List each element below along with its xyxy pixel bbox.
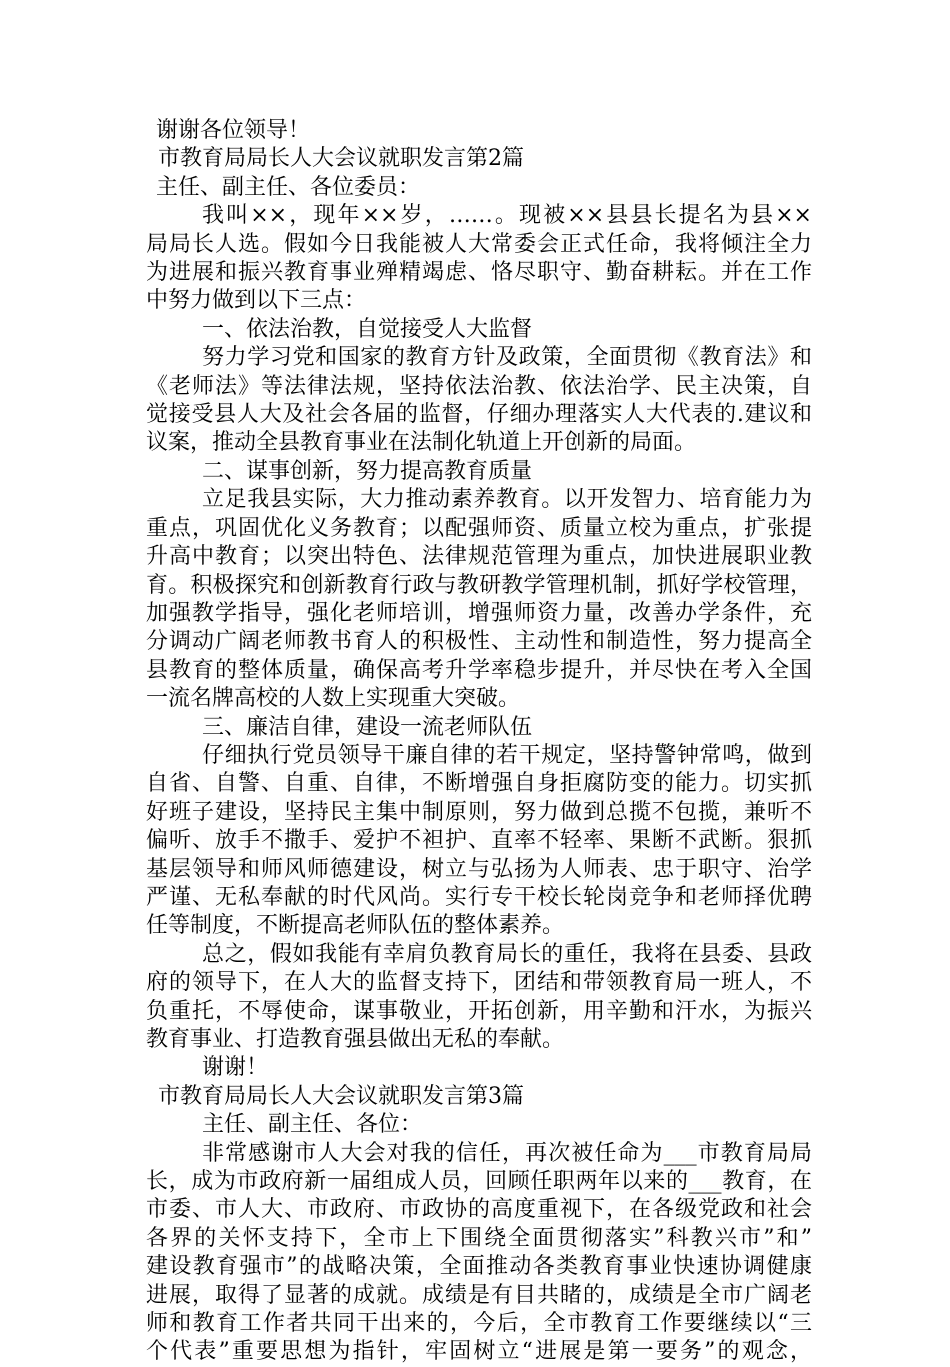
text-line: 府的领导下，在人大的监督支持下，团结和带领教育局一班人，不	[146, 970, 812, 996]
text-line: 偏听、放手不撒手、爱护不袒护、直率不轻率、果断不武断。狠抓	[146, 828, 812, 854]
text-line: 谢谢！	[202, 1055, 269, 1081]
text-line: 严谨、无私奉献的时代风尚。实行专干校长轮岗竞争和老师择优聘	[146, 884, 812, 910]
text-line: 三、廉洁自律，建设一流老师队伍	[202, 714, 533, 740]
text-line: 二、谋事创新，努力提高教育质量	[202, 458, 533, 484]
text-line: 《老师法》等法律法规，坚持依法治教、依法治学、民主决策，自	[146, 373, 812, 399]
text-line: 长，成为市政府新一届组成人员，回顾任职两年以来的___教育，在	[146, 1169, 812, 1195]
text-line: 总之，假如我能有幸肩负教育局长的重任，我将在县委、县政	[202, 941, 812, 967]
text-line: 加强教学指导，强化老师培训，增强师资力量，改善办学条件，充	[146, 600, 812, 626]
text-line: 建设教育强市”的战略决策，全面推动各类教育事业快速协调健康	[146, 1254, 812, 1280]
text-line: 个代表”重要思想为指针，牢固树立“进展是第一要务”的观念，	[146, 1339, 812, 1365]
text-line: 我叫××，现年××岁，……。现被××县县长提名为县××	[202, 203, 812, 229]
text-line: 市委、市人大、市政府、市政协的高度重视下，在各级党政和社会	[146, 1197, 812, 1223]
text-line: 分调动广阔老师教书育人的积极性、主动性和制造性，努力提高全	[146, 629, 812, 655]
text-line: 升高中教育；以突出特色、法律规范管理为重点，加快进展职业教	[146, 544, 812, 570]
text-line: 谢谢各位领导！	[156, 118, 311, 143]
text-line: 重点，巩固优化义务教育；以配强师资、质量立校为重点，扩张提	[146, 515, 812, 541]
text-line: 市教育局局长人大会议就职发言第3篇	[158, 1083, 524, 1109]
text-line: 局局长人选。假如今日我能被人大常委会正式任命，我将倾注全力	[146, 231, 812, 257]
text-line: 非常感谢市人大会对我的信任，再次被任命为___市教育局局	[202, 1140, 812, 1166]
text-line: 师和教育工作者共同干出来的，今后，全市教育工作要继续以“三	[146, 1311, 812, 1337]
text-line: 县教育的整体质量，确保高考升学率稳步提升，并尽快在考入全国	[146, 657, 812, 683]
text-line: 好班子建设，坚持民主集中制原则，努力做到总揽不包揽，兼听不	[146, 799, 812, 825]
text-line: 负重托，不辱使命，谋事敬业，开拓创新，用辛勤和汗水，为振兴	[146, 998, 812, 1024]
text-line: 育。积极探究和创新教育行政与教研教学管理机制，抓好学校管理，	[146, 572, 812, 598]
text-line: 主任、副主任、各位：	[202, 1112, 423, 1138]
text-line: 进展，取得了显著的成就。成绩是有目共睹的，成绩是全市广阔老	[146, 1282, 812, 1308]
text-line: 仔细执行党员领导干廉自律的若干规定，坚持警钟常鸣，做到	[202, 742, 812, 768]
text-line: 市教育局局长人大会议就职发言第2篇	[158, 146, 524, 172]
text-line: 一、依法治教，自觉接受人大监督	[202, 316, 533, 342]
text-line: 中努力做到以下三点：	[146, 288, 367, 314]
text-line: 为进展和振兴教育事业殚精竭虑、恪尽职守、勤奋耕耘。并在工作	[146, 260, 812, 286]
text-line: 觉接受县人大及社会各届的监督，仔细办理落实人大代表的.建议和	[146, 402, 812, 428]
text-line: 努力学习党和国家的教育方针及政策，全面贯彻《教育法》和	[202, 345, 812, 371]
text-line: 立足我县实际，大力推动素养教育。以开发智力、培育能力为	[202, 487, 812, 513]
text-line: 任等制度，不断提高老师队伍的整体素养。	[146, 913, 565, 939]
text-line: 议案，推动全县教育事业在法制化轨道上开创新的局面。	[146, 430, 697, 456]
text-line: 基层领导和师风师德建设，树立与弘扬为人师表、忠于职守、治学	[146, 856, 812, 882]
text-line: 自省、自警、自重、自律，不断增强自身拒腐防变的能力。切实抓	[146, 771, 812, 797]
text-line: 主任、副主任、各位委员：	[156, 174, 421, 200]
document-body	[146, 117, 812, 1367]
text-line: 各界的关怀支持下，全市上下围绕全面贯彻落实”科教兴市”和”	[146, 1225, 812, 1251]
text-line: 教育事业、打造教育强县做出无私的奉献。	[146, 1027, 565, 1052]
text-line: 一流名牌高校的人数上实现重大突破。	[146, 686, 521, 712]
